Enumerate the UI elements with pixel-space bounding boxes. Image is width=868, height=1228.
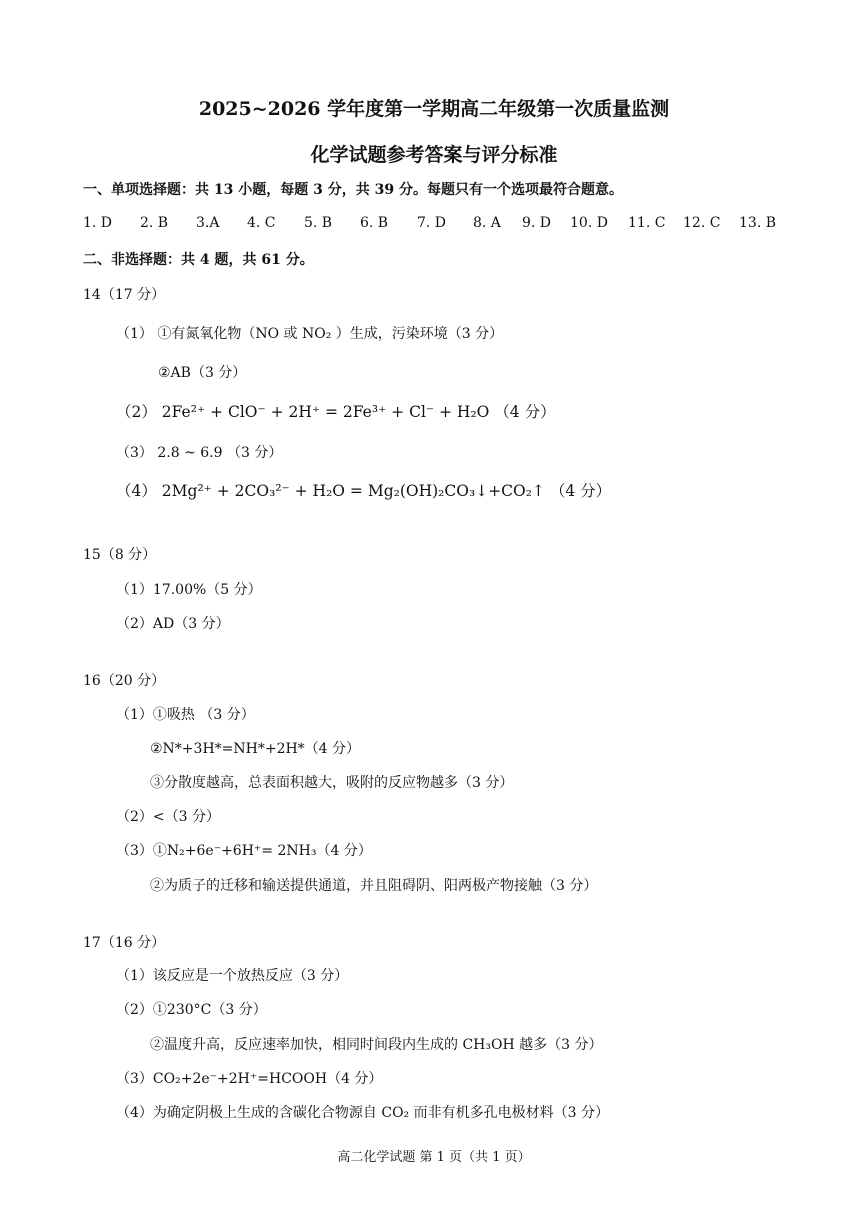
- answer-item: 9. D: [522, 215, 552, 231]
- q14-title: 14（17 分）: [83, 287, 166, 303]
- q15-part2: （2）AD（3 分）: [116, 616, 230, 632]
- q14-part1-b: ②AB（3 分）: [158, 365, 247, 381]
- answer-item: 10. D: [570, 215, 608, 231]
- answer-item: 6. B: [360, 215, 389, 231]
- q16-part3-a: （3）①N₂+6e⁻+6H⁺= 2NH₃（4 分）: [116, 843, 372, 859]
- q17-part3: （3）CO₂+2e⁻+2H⁺=HCOOH（4 分）: [116, 1071, 383, 1087]
- q17-title: 17（16 分）: [83, 935, 166, 951]
- q15-title: 15（8 分）: [83, 547, 157, 563]
- q14-part3: （3） 2.8 ~ 6.9 （3 分）: [116, 445, 283, 461]
- q14-part1-a: （1） ①有氮氧化物（NO 或 NO₂ ）生成，污染环境（3 分）: [116, 326, 504, 342]
- q15-part1: （1）17.00%（5 分）: [116, 582, 262, 598]
- q16-part1-b: ②N*+3H*=NH*+2H*（4 分）: [150, 741, 361, 757]
- answer-item: 12. C: [683, 215, 721, 231]
- answer-item: 5. B: [304, 215, 333, 231]
- q17-part2-a: （2）①230°C（3 分）: [116, 1002, 267, 1018]
- q17-part4: （4）为确定阴极上生成的含碳化合物源自 CO₂ 而非有机多孔电极材料（3 分）: [116, 1105, 609, 1121]
- answer-item: 1. D: [83, 215, 113, 231]
- answer-item: 8. A: [473, 215, 501, 231]
- q17-part1: （1）该反应是一个放热反应（3 分）: [116, 968, 349, 984]
- answer-item: 11. C: [628, 215, 666, 231]
- multiple-choice-answers: [83, 215, 783, 235]
- section1-heading: 一、单项选择题：共 13 小题，每题 3 分，共 39 分。每题只有一个选项最符合题意。: [83, 182, 623, 198]
- document-subtitle: 化学试题参考答案与评分标准: [310, 144, 558, 166]
- answer-item: 13. B: [739, 215, 777, 231]
- q14-part4: （4） 2Mg²⁺ + 2CO₃²⁻ + H₂O = Mg₂(OH)₂CO₃↓+CO₂↑ （4 分）: [116, 482, 612, 500]
- section2-heading: 二、非选择题：共 4 题，共 61 分。: [83, 252, 314, 268]
- answer-item: 7. D: [417, 215, 447, 231]
- q16-title: 16（20 分）: [83, 673, 166, 689]
- q16-part3-b: ②为质子的迁移和输送提供通道，并且阻碍阴、阳两极产物接触（3 分）: [150, 878, 598, 894]
- q16-part1-a: （1）①吸热 （3 分）: [116, 707, 255, 723]
- page-footer: 高二化学试题 第 1 页（共 1 页）: [337, 1150, 531, 1165]
- q16-part1-c: ③分散度越高，总表面积越大，吸附的反应物越多（3 分）: [150, 775, 514, 791]
- q17-part2-b: ②温度升高，反应速率加快，相同时间段内生成的 CH₃OH 越多（3 分）: [150, 1037, 603, 1053]
- answer-item: 3.A: [196, 215, 220, 231]
- answer-item: 4. C: [247, 215, 276, 231]
- answer-item: 2. B: [140, 215, 169, 231]
- document-title: 2025~2026 学年度第一学期高二年级第一次质量监测: [198, 98, 670, 120]
- q16-part2: （2）<（3 分）: [116, 809, 220, 825]
- q14-part2: （2） 2Fe²⁺ + ClO⁻ + 2H⁺ = 2Fe³⁺ + Cl⁻ + H₂O （4 分）: [116, 403, 556, 421]
